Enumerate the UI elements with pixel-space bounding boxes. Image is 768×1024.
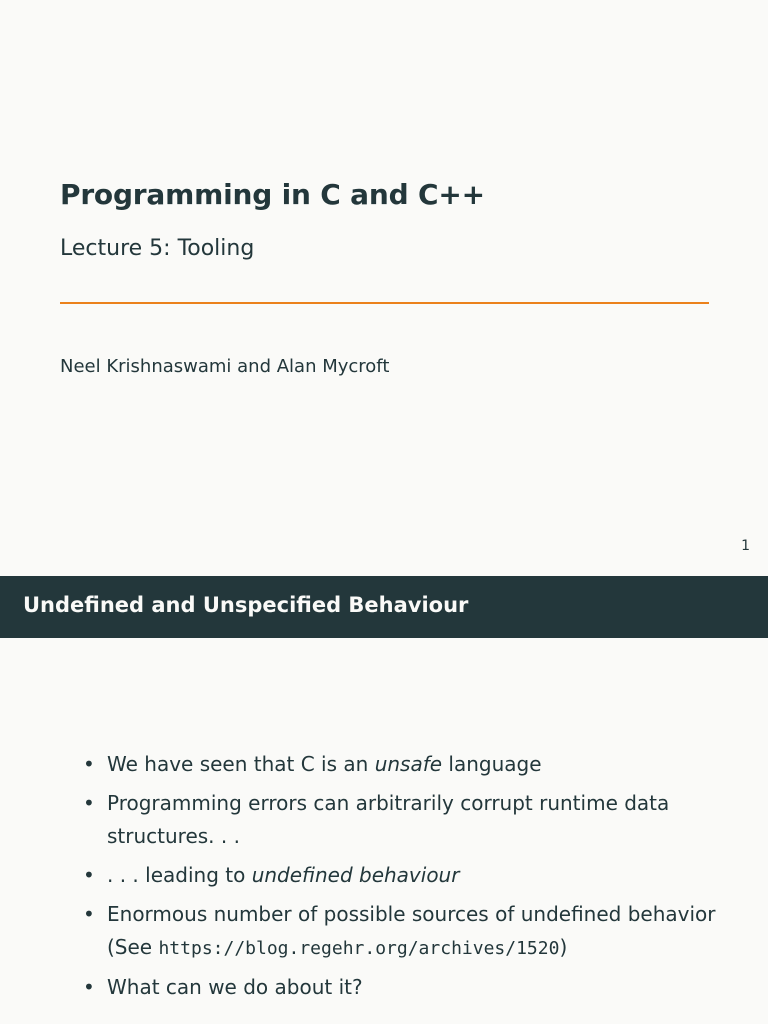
bullet-icon: • bbox=[83, 863, 95, 887]
page-number: 1 bbox=[741, 538, 750, 554]
presentation-subtitle: Lecture 5: Tooling bbox=[60, 236, 255, 261]
bullet-text: language bbox=[442, 752, 542, 776]
title-divider bbox=[60, 302, 709, 304]
url-link[interactable]: https://blog.regehr.org/archives/1520 bbox=[158, 938, 560, 959]
presentation-title: Programming in C and C++ bbox=[60, 178, 485, 211]
bullet-text: We have seen that C is an bbox=[107, 752, 375, 776]
frame-title-bar bbox=[0, 576, 768, 638]
bullet-list bbox=[83, 748, 723, 1010]
list-item bbox=[83, 971, 723, 1004]
bullet-text: ) bbox=[559, 935, 568, 959]
bullet-emphasis: unsafe bbox=[374, 752, 443, 776]
frame-title: Undefined and Unspecified Behaviour bbox=[23, 593, 469, 617]
list-item bbox=[83, 748, 723, 781]
authors: Neel Krishnaswami and Alan Mycroft bbox=[60, 356, 390, 377]
list-item bbox=[83, 859, 723, 892]
bullet-icon: • bbox=[83, 791, 95, 815]
bullet-text: Enormous number of possible sources of undefined behavior (See bbox=[107, 902, 716, 959]
bullet-text: What can we do about it? bbox=[107, 975, 363, 999]
list-item bbox=[83, 898, 723, 965]
bullet-icon: • bbox=[83, 975, 95, 999]
bullet-emphasis: undefined behaviour bbox=[251, 863, 460, 887]
list-item bbox=[83, 787, 723, 853]
bullet-text: . . . leading to bbox=[107, 863, 252, 887]
bullet-icon: • bbox=[83, 752, 95, 776]
bullet-text: Programming errors can arbitrarily corrupt runtime data structures. . . bbox=[107, 791, 670, 848]
bullet-icon: • bbox=[83, 902, 95, 926]
